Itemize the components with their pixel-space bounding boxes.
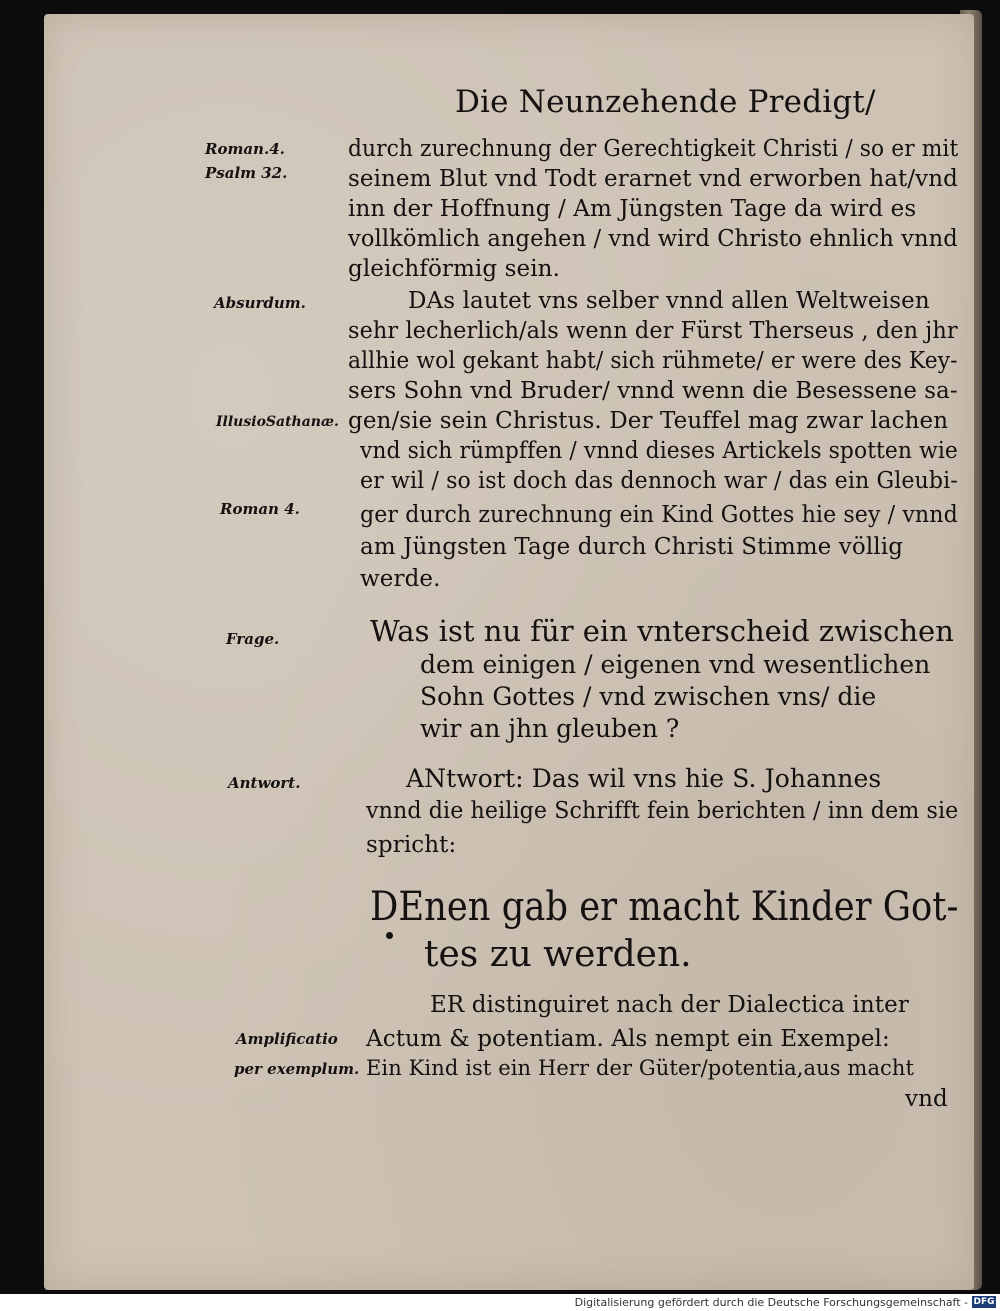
answer-line: vnnd die heilige Schrifft fein berichten / inn dem sie: [366, 798, 959, 824]
margin-note: Roman.4.: [205, 140, 285, 158]
body-line: durch zurechnung der Gerechtigkeit Christi / so er mit: [348, 136, 959, 162]
question-line: Was ist nu für ein vnterscheid zwischen: [370, 614, 954, 648]
catchword: vnd: [905, 1086, 948, 1112]
margin-note: Psalm 32.: [205, 164, 288, 182]
body-line: inn der Hoffnung / Am Jüngsten Tage da wird es: [348, 196, 917, 222]
body-line: sers Sohn vnd Bruder/ vnnd wenn die Besessene sa-: [348, 378, 958, 404]
body-line: seinem Blut vnd Todt erarnet vnd erworben hat/vnd: [348, 166, 958, 192]
body-line: er wil / so ist doch das dennoch war / das ein Gleubi-: [360, 468, 958, 494]
body-line: DAs lautet vns selber vnnd allen Weltweisen: [408, 288, 930, 314]
footer-credit: Digitalisierung gefördert durch die Deutsche Forschungsgemeinschaft -: [574, 1296, 968, 1309]
margin-note: per exemplum.: [234, 1060, 360, 1078]
margin-note: Frage.: [226, 630, 280, 648]
closing-line: Actum & potentiam. Als nempt ein Exempel:: [366, 1026, 890, 1052]
closing-line: Ein Kind ist ein Herr der Güter/potentia,aus macht: [366, 1056, 915, 1080]
question-line: dem einigen / eigenen vnd wesentlichen: [420, 650, 931, 679]
answer-line: ANtwort: Das wil vns hie S. Johannes: [406, 764, 882, 793]
body-line: sehr lecherlich/als wenn der Fürst Therseus , den jhr: [348, 318, 958, 344]
margin-note: IllusioSathanæ.: [216, 414, 339, 430]
body-line: allhie wol gekant habt/ sich rühmete/ er were des Key-: [348, 348, 958, 374]
body-line: vollkömlich angehen / vnd wird Christo ehnlich vnnd: [348, 226, 958, 252]
body-line: ger durch zurechnung ein Kind Gottes hie sey / vnnd: [360, 502, 958, 528]
body-line: vnd sich rümpffen / vnnd dieses Artickels spotten wie: [360, 438, 958, 464]
margin-note: Roman 4.: [220, 500, 300, 518]
verse-line: DEnen gab er macht Kinder Got-: [370, 884, 959, 930]
running-header: Die Neunzehende Predigt/: [455, 84, 876, 120]
body-line: gen/sie sein Christus. Der Teuffel mag zwar lachen: [348, 408, 949, 434]
ornament-dot: [386, 932, 393, 939]
body-line: gleichförmig sein.: [348, 256, 560, 282]
question-line: Sohn Gottes / vnd zwischen vns/ die: [420, 682, 877, 711]
dfg-logo: DFG: [973, 1297, 995, 1307]
body-line: werde.: [360, 566, 441, 592]
margin-note: Absurdum.: [214, 294, 306, 312]
verse-line: tes zu werden.: [424, 934, 692, 975]
question-line: wir an jhn gleuben ?: [420, 714, 680, 743]
body-line: am Jüngsten Tage durch Christi Stimme völlig: [360, 534, 904, 560]
margin-note: Antwort.: [228, 774, 301, 792]
closing-line: ER distinguiret nach der Dialectica inter: [430, 992, 909, 1018]
answer-line: spricht:: [366, 832, 457, 858]
margin-note: Amplificatio: [236, 1030, 338, 1048]
